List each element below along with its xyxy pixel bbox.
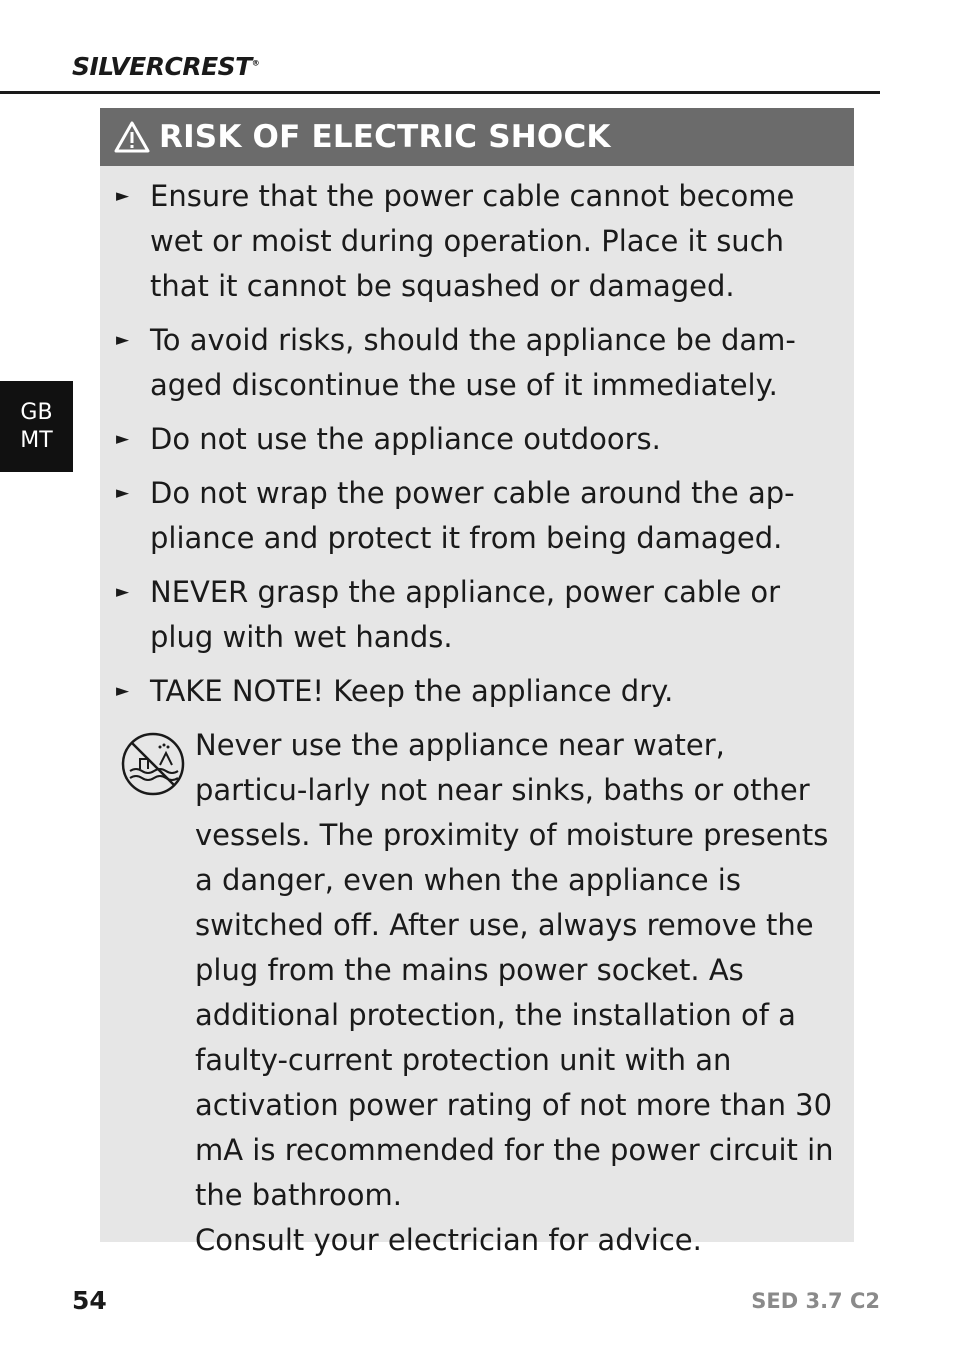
warning-box-header [100, 108, 854, 166]
warning-list [100, 166, 854, 714]
page-number: 54 [72, 1286, 107, 1315]
brand-logo [72, 52, 259, 81]
header-rule [0, 91, 880, 94]
list-item [100, 417, 854, 462]
list-item-text: Do not use the appliance outdoors. [150, 422, 661, 456]
list-item-text: TAKE NOTE! Keep the appliance dry. [150, 674, 674, 708]
list-item-text: To avoid risks, should the appliance be dam-aged discontinue the use of it immediately. [150, 323, 796, 402]
list-item-text: NEVER grasp the appliance, power cable or plug with wet hands. [150, 575, 781, 654]
list-item [100, 174, 854, 309]
language-tab [0, 381, 73, 472]
model-number: SED 3.7 C2 [751, 1289, 880, 1313]
language-code-mt: MT [20, 427, 53, 453]
list-item-text: Ensure that the power cable cannot become wet or moist during operation. Place it such that it cannot be squashed or damaged. [150, 179, 795, 303]
triangle-right-icon: ► [116, 429, 130, 449]
warning-triangle-icon [114, 121, 150, 153]
language-code-gb: GB [20, 399, 53, 425]
list-item-text: Do not wrap the power cable around the ap-pliance and protect it from being damaged. [150, 476, 795, 555]
water-warning-note [100, 723, 854, 1263]
warning-title: RISK OF ELECTRIC SHOCK [159, 119, 611, 155]
triangle-right-icon: ► [116, 582, 130, 602]
list-item [100, 570, 854, 660]
triangle-right-icon: ► [116, 483, 130, 503]
list-item [100, 471, 854, 561]
triangle-right-icon: ► [116, 330, 130, 350]
triangle-right-icon: ► [116, 681, 130, 701]
list-item [100, 669, 854, 714]
warning-box [100, 108, 854, 1257]
list-item [100, 318, 854, 408]
no-water-icon [120, 731, 186, 797]
triangle-right-icon: ► [116, 186, 130, 206]
brand-name: SILVERCREST [72, 52, 252, 81]
note-paragraph: Consult your electrician for advice. [195, 1223, 702, 1257]
note-text [195, 723, 854, 1263]
registered-mark: ® [251, 58, 260, 68]
note-paragraph: Never use the appliance near water, particu-larly not near sinks, baths or other vessels. The proximity of moisture presents a danger, even when the appliance is switched off. After use, always remove the plug from the mains power socket. As additional protection, the installation of a faulty-current protection unit with an activation power rating of not more than 30 mA is recommended for the power circuit in the bathroom. [195, 728, 834, 1212]
